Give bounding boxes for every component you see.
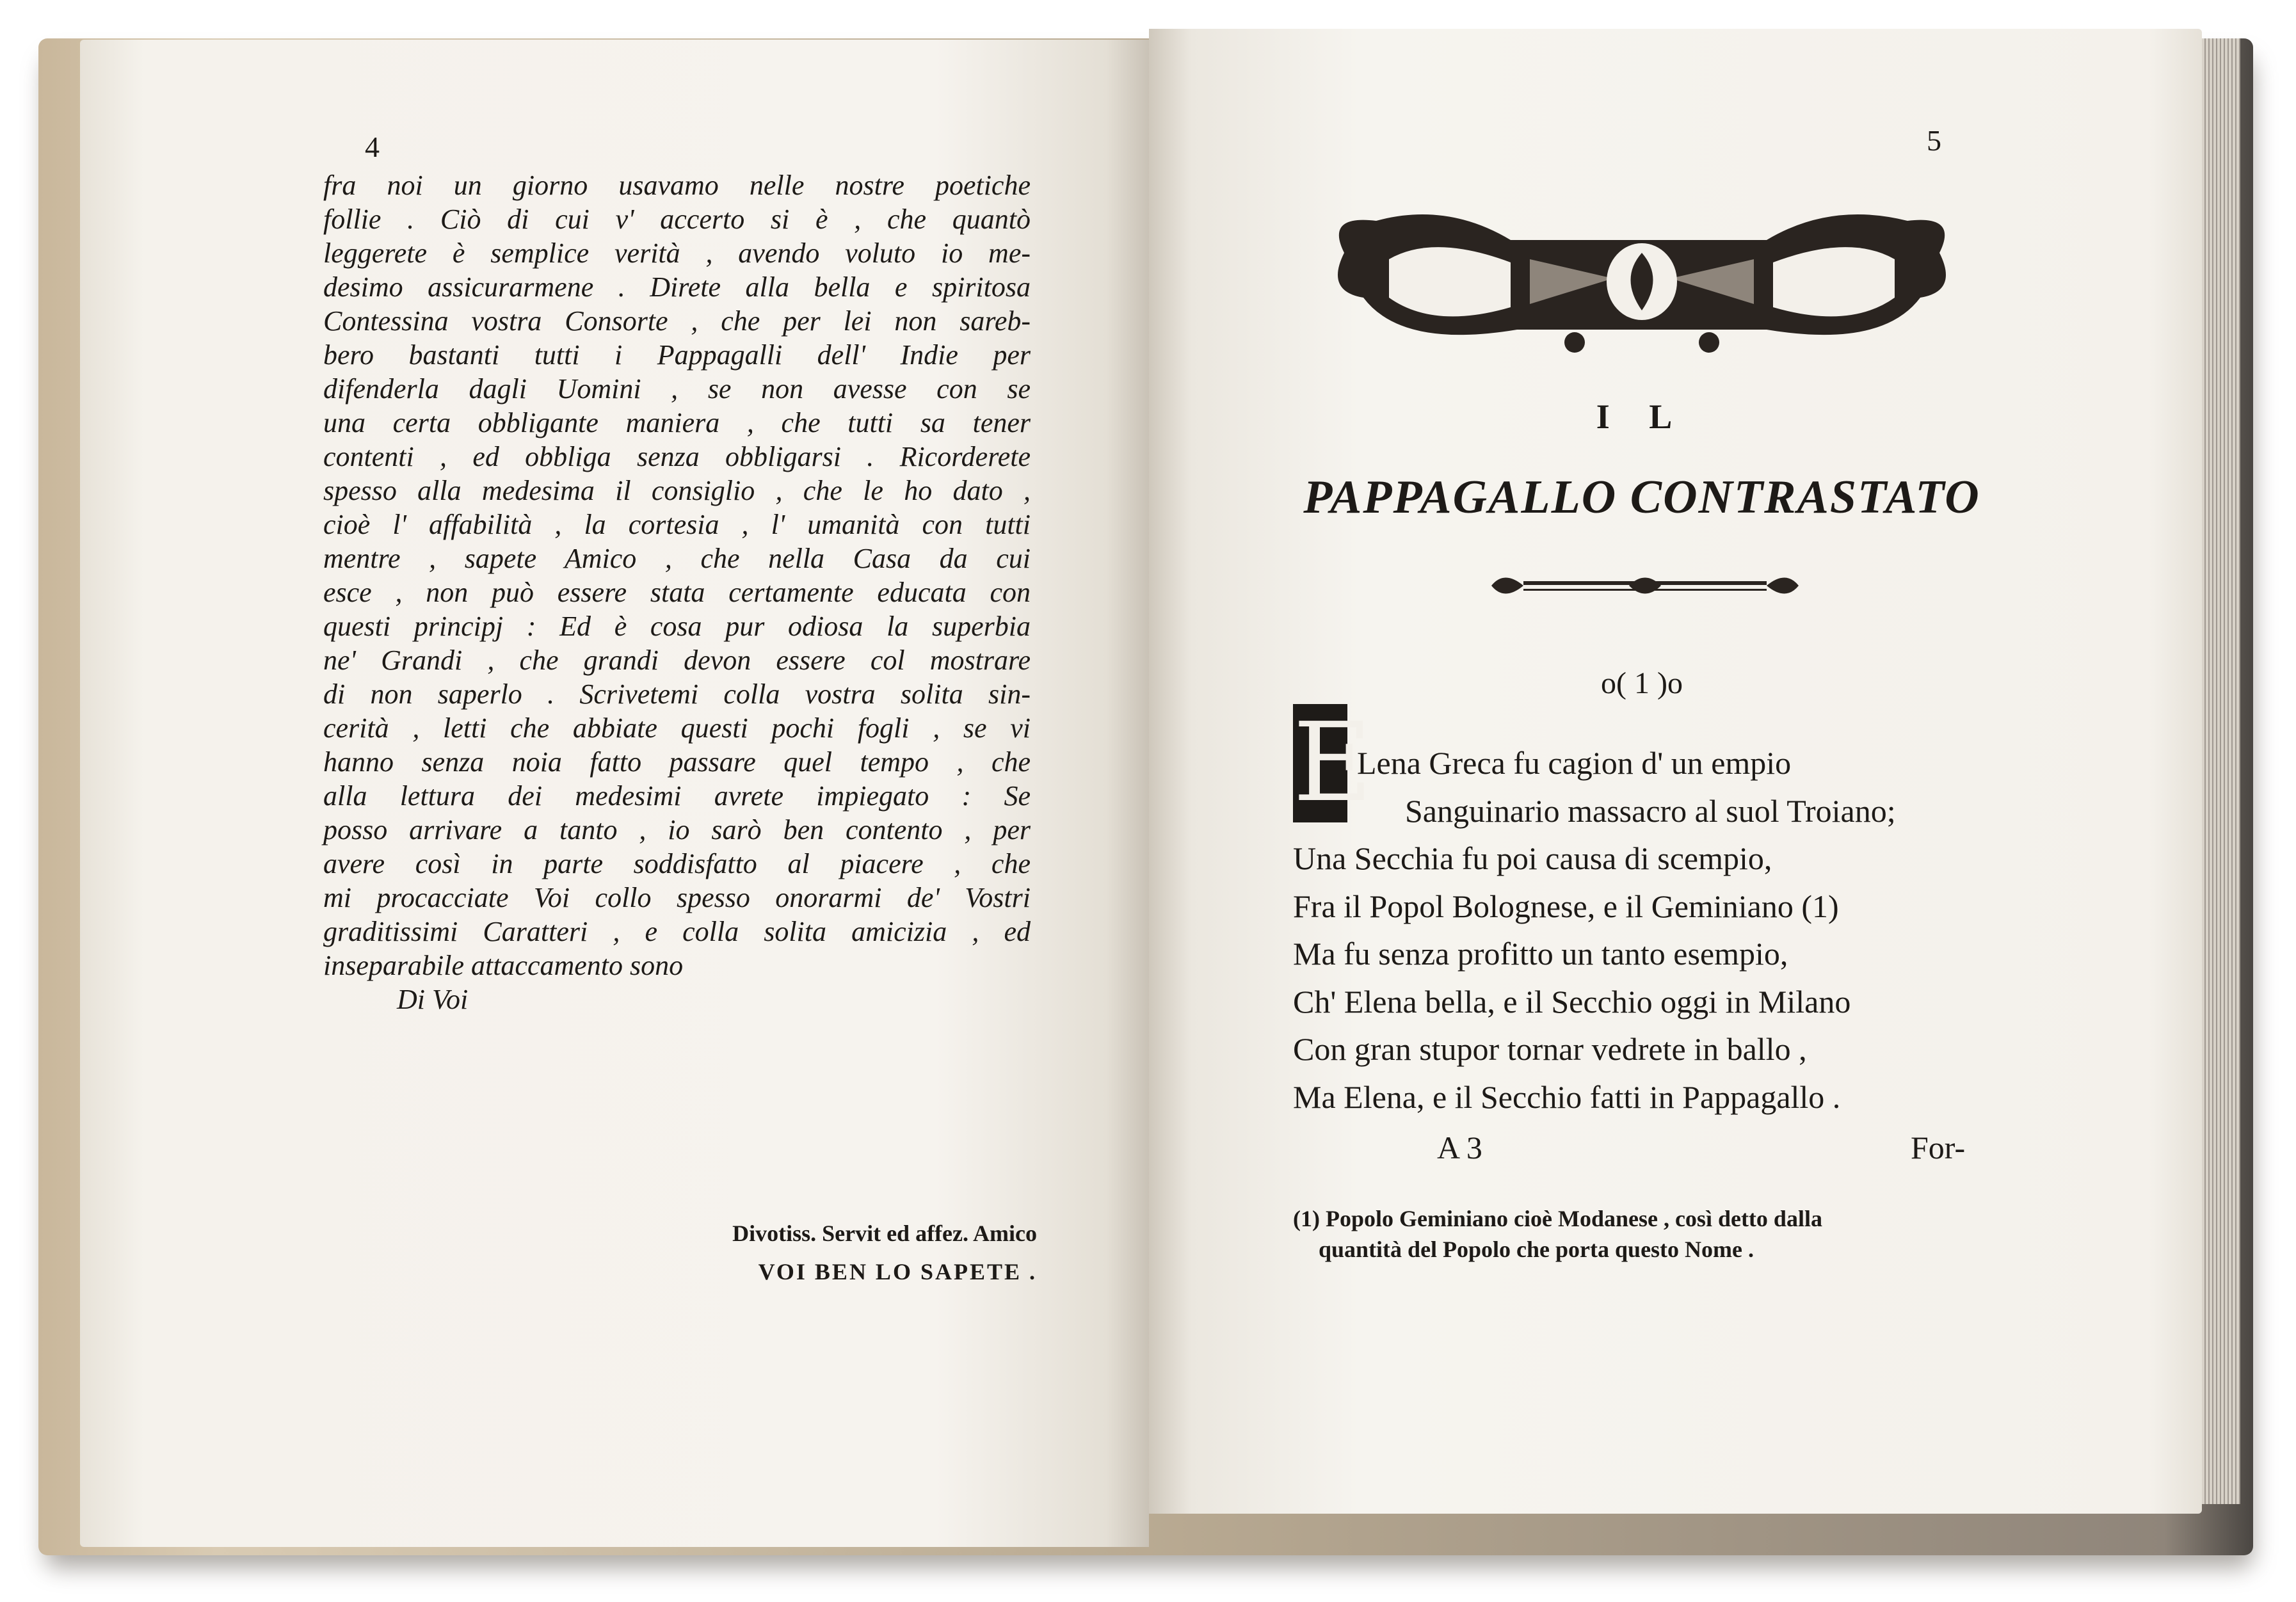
letter-line: bero bastanti tutti i Pappagalli dell' Indie per: [323, 339, 1031, 371]
letter-line: questi principj : Ed è cosa pur odiosa la superbia: [323, 611, 1031, 642]
signature-line-1: Divotiss. Servit ed affez. Amico: [732, 1221, 1037, 1246]
salutation: Di Voi: [397, 984, 469, 1015]
letter-line: desimo assicurarmene . Direte alla bella e spiritosa: [323, 271, 1031, 303]
signature-line-2: VOI BEN LO SAPETE .: [758, 1259, 1037, 1285]
letter-line: posso arrivare a tanto , io sarò ben contento , per: [323, 814, 1031, 845]
page-number-right: 5: [1927, 124, 1941, 157]
footnote-line-2: quantità del Popolo che porta questo Nome .: [1319, 1237, 1754, 1262]
letter-line: fra noi un giorno usavamo nelle nostre poetiche: [323, 170, 1031, 201]
poem-line: Una Secchia fu poi causa di scempio,: [1293, 840, 1772, 876]
letter-body: [323, 168, 1031, 1016]
footnote: [1293, 1203, 2010, 1265]
page-number-left: 4: [365, 131, 380, 163]
letter-line: cerità , letti che abbiate questi pochi fogli , se vi: [323, 712, 1031, 744]
poem-stanza: [1293, 739, 1997, 1121]
stanza-number: o( 1 )o: [1601, 666, 1683, 700]
poem-title: PAPPAGALLO CONTRASTATO: [1303, 471, 1980, 524]
signature-mark: A 3: [1437, 1130, 1482, 1165]
letter-line: contenti , ed obbliga senza obbligarsi . Ricorderete: [323, 441, 1031, 472]
letter-line: Contessina vostra Consorte , che per lei non sareb-: [323, 305, 1031, 337]
letter-line: spesso alla medesima il consiglio , che le ho dato ,: [323, 475, 1031, 506]
poem-line: Sanguinario massacro al suol Troiano;: [1405, 792, 1896, 829]
drop-cap: E: [1293, 700, 1373, 826]
poem-line: Ma fu senza profitto un tanto esempio,: [1293, 936, 1788, 972]
letter-line: ne' Grandi , che grandi devon essere col mostrare: [323, 645, 1031, 676]
poem-line: Con gran stupor tornar vedrete in ballo ,: [1293, 1031, 1807, 1067]
title-rule-ornament: [1485, 570, 1805, 602]
poem-line: Fra il Popol Bolognese, e il Geminiano (1): [1293, 888, 1839, 924]
catchword: For-: [1911, 1130, 1966, 1165]
letter-line: esce , non può essere stata certamente educata con: [323, 577, 1031, 608]
page-edges: [2202, 38, 2240, 1504]
letter-line: difenderla dagli Uomini , se non avesse con se: [323, 373, 1031, 405]
footnote-line-1: (1) Popolo Geminiano cioè Modanese , così detto dalla: [1293, 1206, 1822, 1231]
poem-line: Lena Greca fu cagion d' un empio: [1357, 745, 1792, 781]
letter-line: di non saperlo . Scrivetemi colla vostra solita sin-: [323, 678, 1031, 710]
letter-line: mentre , sapete Amico , che nella Casa da cui: [323, 543, 1031, 574]
letter-line: follie . Ciò di cui v' accerto si è , che quantò: [323, 204, 1031, 235]
letter-line: alla lettura dei medesimi avrete impiegato : Se: [323, 780, 1031, 812]
letter-line: hanno senza noia fatto passare quel tempo , che: [323, 746, 1031, 778]
heading-il: I L: [1596, 397, 1688, 436]
letter-line: inseparabile attaccamento sono: [323, 950, 684, 981]
poem-line: Ch' Elena bella, e il Secchio oggi in Milano: [1293, 983, 1851, 1020]
poem-line: Ma Elena, e il Secchio fatti in Pappagallo .: [1293, 1078, 1841, 1115]
ornamental-headpiece: [1319, 202, 1965, 365]
letter-line: graditissimi Caratteri , e colla solita amicizia , ed: [323, 916, 1031, 947]
letter-line: cioè l' affabilità , la cortesia , l' umanità con tutti: [323, 509, 1031, 540]
letter-line: avere così in parte soddisfatto al piacere , che: [323, 848, 1031, 879]
letter-line: mi procacciate Voi collo spesso onorarmi de' Vostri: [323, 882, 1031, 913]
letter-line: una certa obbligante maniera , che tutti sa tener: [323, 407, 1031, 438]
letter-line: leggerete è semplice verità , avendo voluto io me-: [323, 237, 1031, 269]
